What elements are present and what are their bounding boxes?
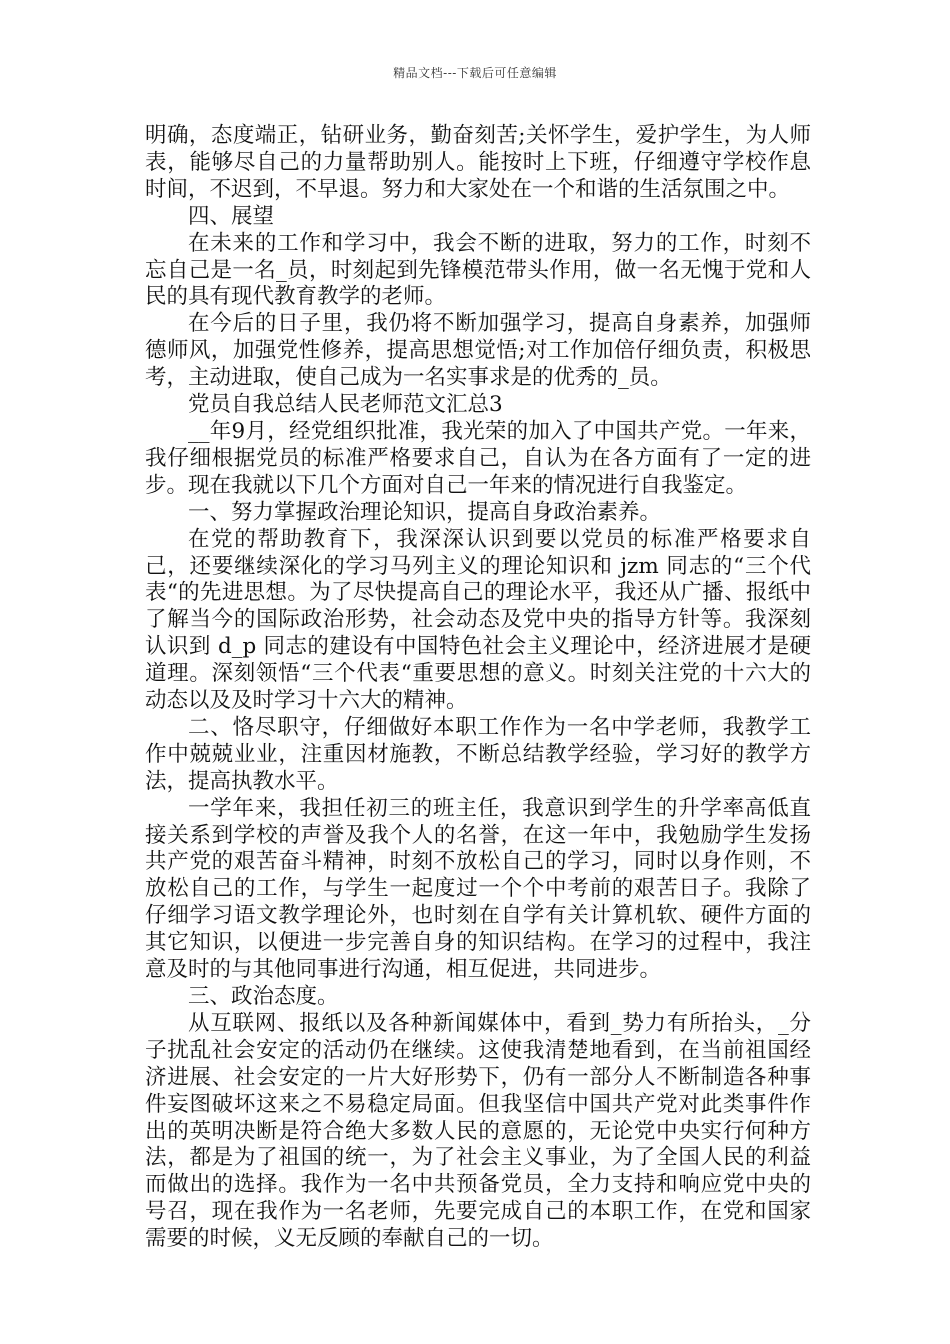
- paragraph: 从互联网、报纸以及各种新闻媒体中，看到_势力有所抬头，_分子扰乱社会安定的活动仍在继续。这使我清楚地看到，在当前祖国经济进展、社会安定的一片大好形势下，仍有一部分人不断制造各种事件妄图破坏这来之不易稳定局面。但我坚信中国共产党对此类事件作出的英明决断是符合绝大多数人民的意愿的，无论党中央实行何种方法，都是为了祖国的统一，为了社会主义事业，为了全国人民的利益而做出的选择。我作为一名中共预备党员，全力支持和响应党中央的号召，现在我作为一名老师，先要完成自己的本职工作，在党和国家需要的时候，义无反顾的奉献自己的一切。: [145, 1010, 811, 1252]
- article-title: 党员自我总结人民老师范文汇总3: [188, 392, 503, 418]
- paragraph: 在今后的日子里，我仍将不断加强学习，提高自身素养，加强师德师风，加强党性修养，提高思想觉悟;对工作加倍仔细负责，积极思考，主动进取，使自己成为一名实事求是的优秀的_员。: [145, 311, 811, 391]
- page-header: 精品文档---下载后可任意编辑: [393, 66, 557, 80]
- paragraph: 在未来的工作和学习中，我会不断的进取，努力的工作，时刻不忘自己是一名_员，时刻起到先锋模范带头作用，做一名无愧于党和人民的具有现代教育教学的老师。: [145, 230, 811, 310]
- paragraph: 二、恪尽职守，仔细做好本职工作作为一名中学老师，我教学工作中兢兢业业，注重因材施教，不断总结教学经验，学习好的教学方法，提高执教水平。: [145, 714, 811, 794]
- paragraph: 一学年来，我担任初三的班主任，我意识到学生的升学率高低直接关系到学校的声誉及我个人的名誉，在这一年中，我勉励学生发扬共产党的艰苦奋斗精神，时刻不放松自己的学习，同时以身作则，不放松自己的工作，与学生一起度过一个个中考前的艰苦日子。我除了仔细学习语文教学理论外，也时刻在自学有关计算机软、硬件方面的其它知识，以便进一步完善自身的知识结构。在学习的过程中，我注意及时的与其他同事进行沟通，相互促进，共同进步。: [145, 795, 811, 983]
- paragraph-continuation: 明确，态度端正，钻研业务，勤奋刻苦;关怀学生，爱护学生，为人师表，能够尽自己的力量帮助别人。能按时上下班，仔细遵守学校作息时间，不迟到，不早退。努力和大家处在一个和谐的生活氛围之中。: [145, 123, 811, 202]
- document-body: [145, 123, 811, 1253]
- paragraph: 在党的帮助教育下，我深深认识到要以党员的标准严格要求自己，还要继续深化的学习马列主义的理论知识和 jzm 同志的“三个代表“的先进思想。为了尽快提高自己的理论水平，我还从广播、报纸中了解当今的国际政治形势，社会动态及党中央的指导方针等。我深刻认识到 d_p 同志的建设有中国特色社会主义理论中，经济进展才是硬道理。深刻领悟“三个代表“重要思想的意义。时刻关注党的十六大的动态以及及时学习十六大的精神。: [145, 526, 811, 714]
- section-heading-theory: 一、努力掌握政治理论知识，提高自身政治素养。: [188, 499, 662, 525]
- paragraph: __年9月，经党组织批准，我光荣的加入了中国共产党。一年来，我仔细根据党员的标准严格要求自己，自认为在各方面有了一定的进步。现在我就以下几个方面对自己一年来的情况进行自我鉴定。: [145, 418, 811, 498]
- section-heading-outlook: 四、展望: [188, 203, 275, 229]
- section-heading-attitude: 三、政治态度。: [188, 984, 339, 1009]
